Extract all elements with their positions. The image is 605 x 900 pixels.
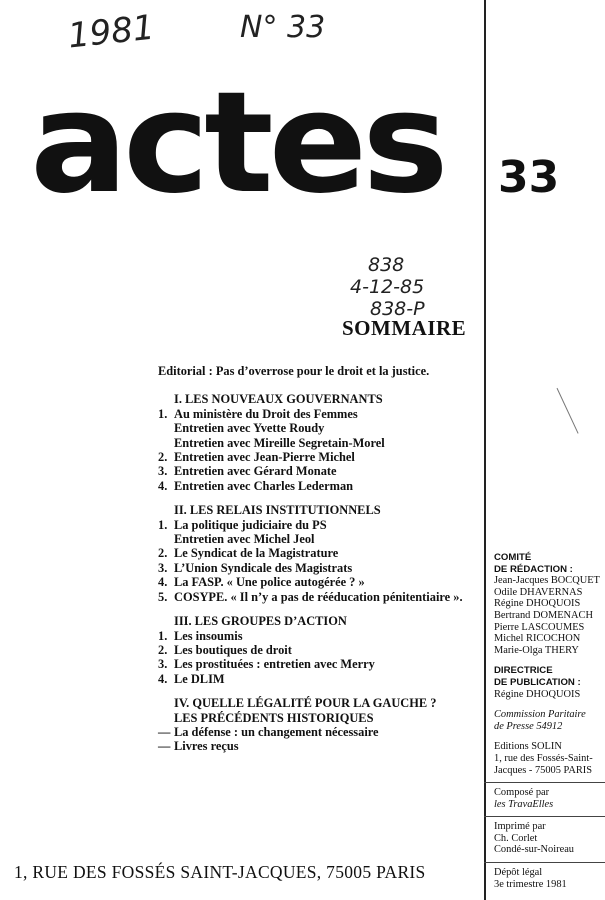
toc-item (158, 421, 478, 435)
editions-line-1: Editions SOLIN (494, 741, 562, 753)
toc-item-text: Entretien avec Mireille Segretain-Morel (174, 435, 385, 450)
column-divider (484, 0, 486, 900)
toc-item (158, 590, 478, 604)
imprime-line-1: Imprimé par (494, 821, 546, 833)
toc-item-number (158, 532, 174, 546)
toc-item (158, 464, 478, 478)
handwritten-note-1: 838 (368, 254, 405, 276)
journal-logo: actes (30, 62, 444, 225)
comite-member: Michel RICOCHON (494, 633, 581, 645)
toc-item-text: Les prostituées : entretien avec Merry (174, 657, 375, 672)
directrice-heading-2: DE PUBLICATION : (494, 676, 581, 688)
toc-item-text: Les insoumis (174, 628, 243, 643)
section-heading: II. LES RELAIS INSTITUTIONNELS (174, 503, 381, 518)
toc-item-number (158, 436, 174, 450)
toc-item-text: Entretien avec Michel Jeol (174, 532, 315, 547)
depot-line-2: 3e trimestre 1981 (494, 878, 567, 890)
toc-item (158, 436, 478, 450)
imprime-line-3: Condé-sur-Noireau (494, 844, 575, 856)
toc-item-text: COSYPE. « Il n’y a pas de rééducation pénitentiaire ». (174, 589, 463, 604)
editorial-line: Editorial : Pas d’overrose pour le droit et la justice. (158, 364, 430, 378)
section-heading: I. LES NOUVEAUX GOUVERNANTS (174, 392, 383, 407)
toc-item-text: Entretien avec Charles Lederman (174, 478, 354, 493)
toc-item (158, 643, 478, 657)
toc-sections (158, 392, 478, 753)
toc-item-number (158, 421, 174, 435)
toc-item-number: 5. (158, 589, 168, 604)
publisher-address: 1, RUE DES FOSSÉS SAINT-JACQUES, 75005 PARIS (14, 862, 426, 882)
sommaire-title: SOMMAIRE (342, 316, 467, 340)
toc-item-text: L’Union Syndicale des Magistrats (174, 560, 353, 575)
toc-item (158, 672, 478, 686)
editions-line-3: Jacques - 75005 PARIS (494, 764, 593, 776)
toc-item (158, 629, 478, 643)
toc-item-number: — (158, 739, 171, 754)
toc-item-number: 3. (158, 560, 168, 575)
comite-heading: COMITÉ (494, 552, 532, 563)
toc-item-number: 4. (158, 575, 168, 590)
toc-item-number: 1. (158, 517, 168, 532)
commission-line-2: de Presse 54912 (494, 720, 563, 732)
toc-item (158, 725, 478, 739)
comite-member: Bertrand DOMENACH (494, 609, 593, 621)
toc-item (158, 739, 478, 753)
comite-member: Marie-Olga THERY (494, 644, 579, 656)
handwritten-number: N° 33 (240, 10, 326, 45)
toc-item-text: La défense : un changement nécessaire (174, 724, 379, 739)
comite-member: Odile DHAVERNAS (494, 586, 583, 598)
compose-line-1: Composé par (494, 787, 550, 799)
toc-item-text: Le DLIM (174, 671, 225, 686)
section-heading: III. LES GROUPES D’ACTION (174, 614, 347, 629)
toc-item-text: Entretien avec Jean-Pierre Michel (174, 450, 355, 465)
toc-item-number: 1. (158, 406, 168, 421)
toc-item (158, 532, 478, 546)
paper-mark (502, 300, 542, 330)
directrice-name: Régine DHOQUOIS (494, 688, 581, 700)
imprime-line-2: Ch. Corlet (494, 832, 538, 844)
toc-item (158, 657, 478, 671)
toc-item-text: La politique judiciaire du PS (174, 517, 327, 532)
handwritten-note-3: 838-P (370, 298, 425, 320)
toc-item-text: Entretien avec Yvette Roudy (174, 421, 325, 436)
editions-line-2: 1, rue des Fossés-Saint- (494, 752, 593, 764)
toc-item (158, 518, 478, 532)
toc-item-number: 2. (158, 642, 168, 657)
issue-number: 33 (498, 152, 560, 203)
comite-heading-2: DE RÉDACTION : (494, 563, 573, 575)
toc-item-text: Au ministère du Droit des Femmes (174, 406, 358, 421)
comite-member: Jean-Jacques BOCQUET (494, 575, 600, 587)
comite-members (494, 575, 605, 656)
toc-item-number: 4. (158, 478, 168, 493)
directrice-heading: DIRECTRICE (494, 665, 553, 677)
toc-item (158, 546, 478, 560)
toc-item-number: 3. (158, 657, 168, 672)
toc-item (158, 561, 478, 575)
compose-line-2: les TravaElles (494, 798, 554, 810)
toc-item-text: La FASP. « Une police autogérée ? » (174, 575, 365, 590)
pencil-stroke (538, 388, 578, 442)
handwritten-note-2: 4-12-85 (350, 276, 425, 298)
toc-item-text: Les boutiques de droit (174, 642, 292, 657)
toc-item (158, 407, 478, 421)
toc-item-number: 2. (158, 450, 168, 465)
toc-item-number: 4. (158, 671, 168, 686)
toc-item (158, 479, 478, 493)
comite-member: Pierre LASCOUMES (494, 621, 585, 633)
comite-member: Régine DHOQUOIS (494, 598, 581, 610)
handwritten-year: 1981 (66, 7, 157, 57)
toc-item-text: Livres reçus (174, 739, 239, 754)
table-of-contents (158, 364, 478, 754)
depot-line-1: Dépôt légal (494, 867, 543, 879)
toc-item-number: 2. (158, 546, 168, 561)
masthead (494, 552, 605, 890)
commission-line-1: Commission Paritaire (494, 709, 586, 721)
section-heading-2: LES PRÉCÉDENTS HISTORIQUES (174, 710, 374, 725)
toc-item (158, 575, 478, 589)
toc-item-text: Entretien avec Gérard Monate (174, 464, 337, 479)
toc-item-text: Le Syndicat de la Magistrature (174, 546, 339, 561)
section-heading: IV. QUELLE LÉGALITÉ POUR LA GAUCHE ? (174, 696, 437, 711)
toc-item-number: — (158, 724, 171, 739)
toc-item-number: 3. (158, 464, 168, 479)
toc-item (158, 450, 478, 464)
toc-item-number: 1. (158, 628, 168, 643)
